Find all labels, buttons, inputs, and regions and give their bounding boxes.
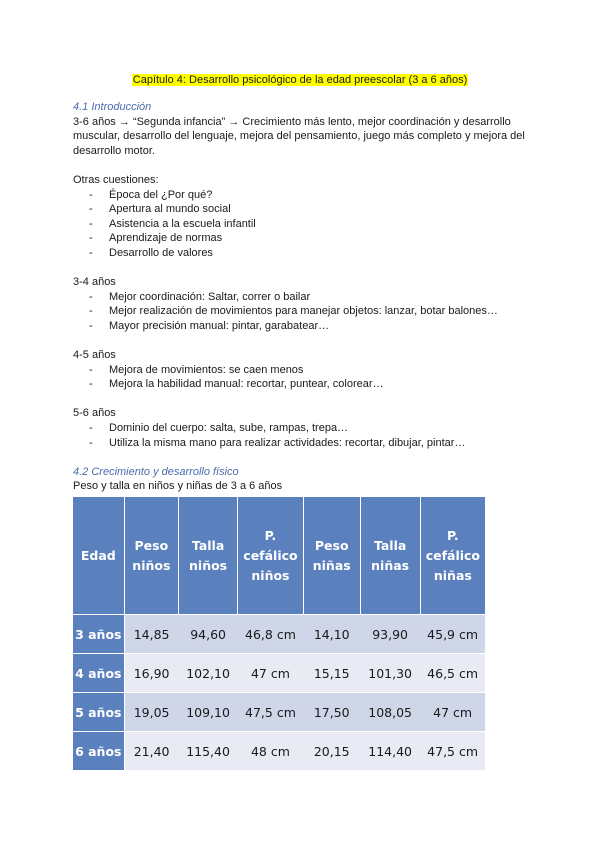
table-cell: 16,90 — [124, 654, 179, 693]
column-header: Talla niños — [179, 497, 238, 615]
table-row — [73, 732, 485, 771]
table-cell: 47,5 cm — [238, 693, 304, 732]
table-cell: 14,85 — [124, 615, 179, 654]
age-group-label: 5-6 años — [73, 407, 116, 420]
other-issues-list — [73, 188, 528, 261]
age-group-label: 4-5 años — [73, 349, 116, 362]
document-content — [73, 100, 528, 494]
list-item: - Mejora de movimientos: se caen menos — [73, 363, 528, 378]
table-caption: Peso y talla en niños y niñas de 3 a 6 años — [73, 480, 283, 493]
section-heading-introduccion: 4.1 Introducción — [73, 101, 152, 113]
row-age: 6 años — [73, 732, 124, 771]
age-group-list-4-5 — [73, 363, 528, 392]
age-group-list-5-6 — [73, 421, 528, 450]
table-cell: 102,10 — [179, 654, 238, 693]
list-item: - Época del ¿Por qué? — [73, 188, 528, 203]
row-age: 4 años — [73, 654, 124, 693]
column-header: Peso niños — [124, 497, 179, 615]
list-item: - Mejor coordinación: Saltar, correr o bailar — [73, 290, 528, 305]
list-item: - Mejor realización de movimientos para manejar objetos: lanzar, botar balones… — [73, 304, 528, 319]
growth-table — [73, 497, 485, 770]
table-cell: 47 cm — [420, 693, 485, 732]
table-cell: 20,15 — [303, 732, 360, 771]
column-header: P. cefálico niños — [238, 497, 304, 615]
table-cell: 14,10 — [303, 615, 360, 654]
list-item: - Mayor precisión manual: pintar, garabatear… — [73, 319, 528, 334]
age-group-list-3-4 — [73, 290, 528, 334]
table-cell: 109,10 — [179, 693, 238, 732]
intro-paragraph: 3-6 años → “Segunda infancia” → Crecimiento más lento, mejor coordinación y desarrollo muscular, desarrollo del lenguaje, mejora del pensamiento, juego más completo y mejora del desarrollo motor. — [73, 115, 525, 157]
table-cell: 101,30 — [360, 654, 420, 693]
table-header-row — [73, 497, 485, 615]
column-header: P. cefálico niñas — [420, 497, 485, 615]
other-issues-label: Otras cuestiones: — [73, 173, 159, 186]
list-item: - Dominio del cuerpo: salta, sube, rampas, trepa… — [73, 421, 528, 436]
table-cell: 93,90 — [360, 615, 420, 654]
table-cell: 47,5 cm — [420, 732, 485, 771]
column-header: Edad — [73, 497, 124, 615]
list-item: - Utiliza la misma mano para realizar actividades: recortar, dibujar, pintar… — [73, 436, 528, 451]
section-heading-crecimiento: 4.2 Crecimiento y desarrollo físico — [73, 465, 239, 478]
table-cell: 114,40 — [360, 732, 420, 771]
table-cell: 47 cm — [238, 654, 304, 693]
table-row — [73, 693, 485, 732]
table-cell: 115,40 — [179, 732, 238, 771]
table-row — [73, 654, 485, 693]
age-group-label: 3-4 años — [73, 276, 116, 289]
table-cell: 48 cm — [238, 732, 304, 771]
column-header: Peso niñas — [303, 497, 360, 615]
table-cell: 94,60 — [179, 615, 238, 654]
list-item: - Aprendizaje de normas — [73, 231, 528, 246]
table-cell: 108,05 — [360, 693, 420, 732]
column-header: Talla niñas — [360, 497, 420, 615]
list-item: - Mejora la habilidad manual: recortar, puntear, colorear… — [73, 377, 528, 392]
table-cell: 15,15 — [303, 654, 360, 693]
list-item: - Desarrollo de valores — [73, 246, 528, 261]
title-wrap — [0, 70, 600, 88]
table-cell: 17,50 — [303, 693, 360, 732]
table-cell: 19,05 — [124, 693, 179, 732]
table-cell: 21,40 — [124, 732, 179, 771]
row-age: 3 años — [73, 615, 124, 654]
row-age: 5 años — [73, 693, 124, 732]
chapter-title: Capítulo 4: Desarrollo psicológico de la edad preescolar (3 a 6 años) — [132, 74, 468, 86]
list-item: - Asistencia a la escuela infantil — [73, 217, 528, 232]
table-row — [73, 615, 485, 654]
table-cell: 46,8 cm — [238, 615, 304, 654]
table-cell: 45,9 cm — [420, 615, 485, 654]
table-cell: 46,5 cm — [420, 654, 485, 693]
list-item: - Apertura al mundo social — [73, 202, 528, 217]
